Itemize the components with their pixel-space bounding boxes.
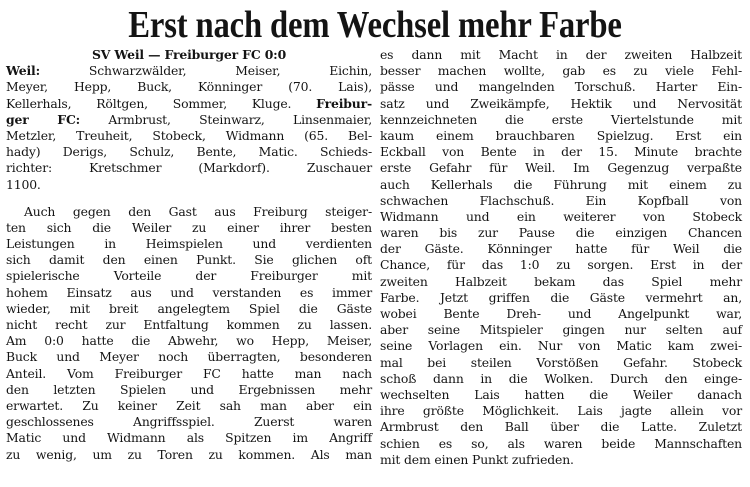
article-line: erwartet. Zu keiner Zeit sah man aber ein	[6, 397, 372, 413]
right-article-body	[380, 47, 742, 468]
article-line: nicht recht zur Entfaltung kommen zu lassen.	[6, 317, 372, 332]
article-line: wieder, mit breit angelegtem Spiel die Gäste	[6, 300, 372, 316]
article-line: sich damit den einen Punkt. Sie glichen oft	[6, 252, 372, 268]
lineup-line	[6, 96, 372, 112]
article-line: satz und Zweikämpfe, Hektik und Nervosität	[380, 95, 742, 111]
lineup-text-run: richter: Kretschmer (Markdorf). Zuschauer	[6, 160, 372, 176]
article-line: Farbe. Jetzt griffen die Gäste vermehrt an,	[380, 289, 742, 305]
lineup-line	[6, 112, 372, 128]
lineup-text-run: Kellerhals, Röltgen, Sommer, Kluge.	[6, 95, 317, 111]
article-line: schien es so, als waren beide Mannschaften	[380, 435, 742, 451]
article-line: wobei Bente Dreh- und Angelpunkt war,	[380, 306, 742, 321]
article-line: waren bis zur Pause die einzigen Chancen	[380, 225, 742, 241]
article-line: pässe und mangelnden Torschuß. Harter Ein-	[380, 79, 742, 95]
article-line: Widmann und ein weiterer von Stobeck	[380, 208, 742, 224]
left-column	[6, 47, 372, 463]
article-line: Buck und Meyer noch überragten, besonderen	[6, 349, 372, 365]
lineup-text-run: Armbrust, Steinwarz, Linsenmaier,	[80, 111, 372, 127]
article-line: Chance, für das 1:0 zu sorgen. Erst in der	[380, 257, 742, 273]
headline: Erst nach dem Wechsel mehr Farbe	[128, 4, 622, 46]
article-line: Am 0:0 hatte die Abwehr, wo Hepp, Meiser,	[6, 333, 372, 349]
lineup-line	[6, 63, 372, 79]
article-line: erste Gefahr für Weil. Im Gegenzug verpaßte	[380, 160, 742, 176]
article-line: den letzten Spielen und Ergebnissen mehr	[6, 381, 372, 397]
article-line: mal bei steilen Vorstößen Gefahr. Stobeck	[380, 354, 742, 370]
right-column	[380, 47, 742, 468]
lineup-text-run: Metzler, Treuheit, Stobeck, Widmann (65. Bel-	[6, 127, 372, 143]
article-line: schwachen Flachschuß. Ein Kopfball von	[380, 192, 742, 208]
article-line: Armbrust den Ball über die Latte. Zuletzt	[380, 419, 742, 435]
article-line: ihre größte Möglichkeit. Lais jagte allein vor	[380, 403, 742, 419]
lineup-block	[6, 63, 372, 193]
article-line: Eckball von Bente in der 15. Minute brachte	[380, 144, 742, 160]
lineup-text-run: 1100.	[6, 176, 41, 192]
article-line: hohem Einsatz aus und verstanden es immer	[6, 284, 372, 300]
article-line: zu wenig, um zu Toren zu kommen. Als man	[6, 446, 372, 462]
article-line: auch Kellerhals die Führung mit einem zu	[380, 176, 742, 192]
article-line: ten sich die Weiler zu einer ihrer besten	[6, 219, 372, 235]
lineup-line	[6, 79, 372, 95]
lineup-bold-run: Freibur-	[316, 95, 372, 111]
lineup-bold-run: Weil:	[6, 63, 41, 79]
paragraph-gap	[6, 193, 372, 204]
lineup-bold-run: ger FC:	[6, 111, 81, 127]
article-line: Auch gegen den Gast aus Freiburg steiger-	[24, 203, 372, 219]
article-line: zweiten Halbzeit bekam das Spiel mehr	[380, 273, 742, 289]
article-line: Matic und Widmann als Spitzen im Angriff	[6, 430, 372, 446]
article-line: besser machen wollte, gab es zu viele Fehl-	[380, 63, 742, 79]
lineup-text-run: Meyer, Hepp, Buck, Könninger (70. Lais),	[6, 79, 372, 95]
article-line: mit dem einen Punkt zufrieden.	[380, 451, 574, 467]
article-line: Leistungen in Heimspielen und verdienten	[6, 236, 372, 252]
article-line: wechselten Lais hatten die Weiler danach	[380, 386, 742, 402]
article-line: der Gäste. Könninger hatte für Weil die	[380, 241, 742, 257]
left-article-body	[6, 204, 372, 463]
article-line: schoß dann in die Wolken. Durch den einge-	[380, 370, 742, 386]
article-line: aber seine Mitspieler gingen nur selten auf	[380, 322, 742, 338]
lineup-line	[6, 144, 372, 160]
article-line: spielerische Vorteile der Freiburger mit	[6, 268, 372, 284]
lineup-text-run: Schwarzwälder, Meiser, Eichin,	[40, 63, 372, 79]
lineup-line	[6, 128, 372, 144]
article-line: seine Vorlagen ein. Nur von Matic kam zwei-	[380, 338, 742, 354]
article-line: es dann mit Macht in der zweiten Halbzeit	[380, 47, 742, 62]
match-line: SV Weil — Freiburger FC 0:0	[91, 47, 287, 62]
article-line: Anteil. Vom Freiburger FC hatte man nach	[6, 365, 372, 381]
article-line: kennzeichneten die erste Viertelstunde mit	[380, 111, 742, 127]
article-line: geschlossenes Angriffsspiel. Zuerst waren	[6, 414, 372, 430]
lineup-line	[6, 177, 372, 193]
lineup-text-run: hady) Derigs, Schulz, Bente, Matic. Schieds-	[6, 144, 372, 160]
lineup-line	[6, 160, 372, 176]
article-line: kaum einem brauchbaren Spielzug. Erst ein	[380, 127, 742, 143]
